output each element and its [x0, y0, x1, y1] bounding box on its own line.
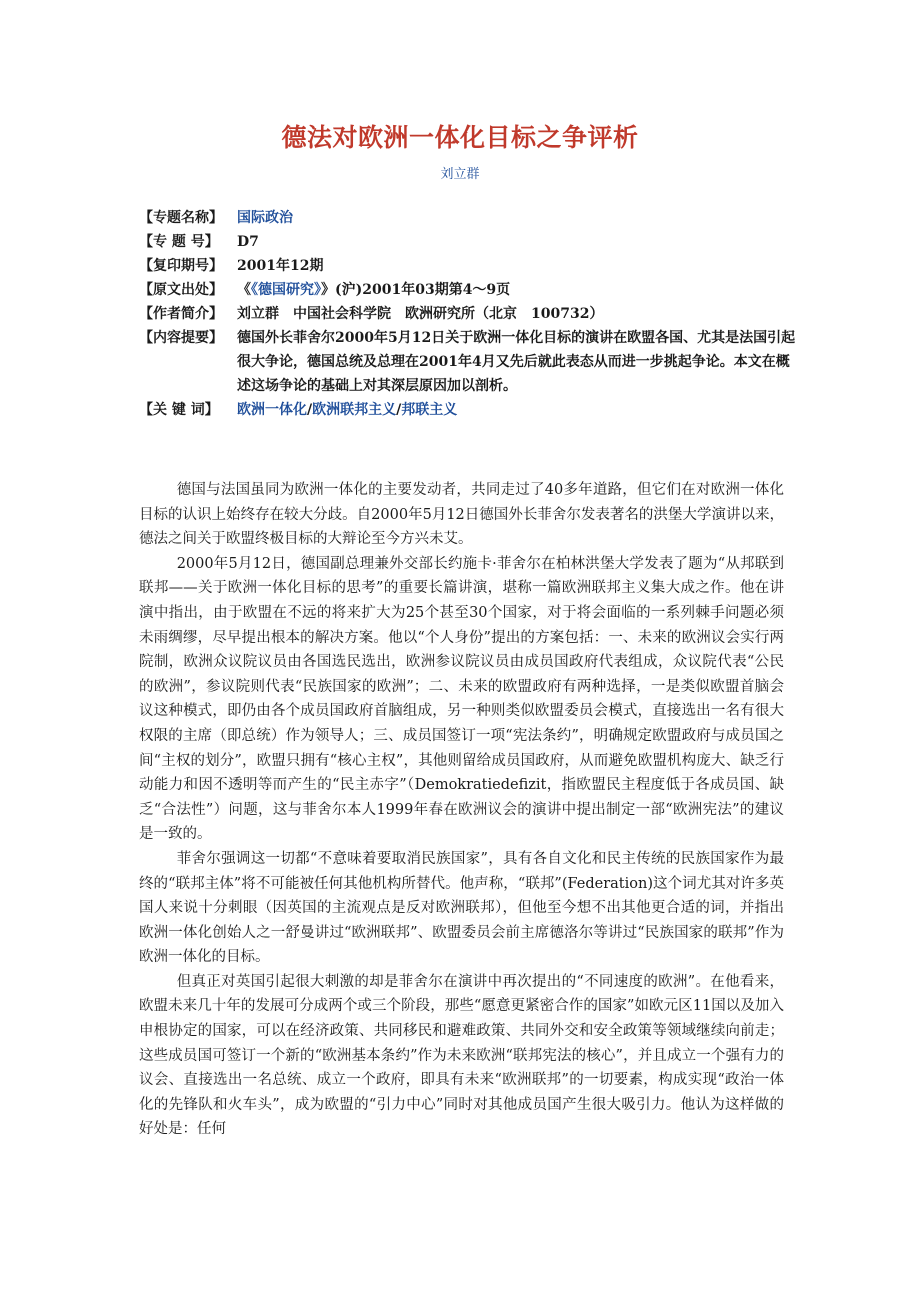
keyword-link[interactable]: 邦联主义 [401, 402, 458, 418]
meta-label-topic: 【专题名称】 [139, 210, 223, 226]
keyword-list [237, 398, 799, 422]
body-paragraph: 2000年5月12日，德国副总理兼外交部长约施卡·菲舍尔在柏林洪堡大学发表了题为“从邦联到联邦——关于欧洲一体化目标的思考”的重要长篇讲演，堪称一篇欧洲联邦主义集大成之作。他在讲演中指出，由于欧盟在不远的将来扩大为25个甚至30个国家，对于将会面临的一系列棘手问题必须未雨绸缪，尽早提出根本的解决方案。他以“个人身份”提出的方案包括：一、未来的欧洲议会实行两院制，欧洲众议院议员由各国选民选出，欧洲参议院议员由成员国政府代表组成，众议院代表“公民的欧洲”，参议院则代表“民族国家的欧洲”；二、未来的欧盟政府有两种选择，一是类似欧盟首脑会议这种模式，即仍由各个成员国政府首脑组成，另一种则类似欧盟委员会模式，直接选出一名有很大权限的主席（即总统）作为领导人；三、成员国签订一项“宪法条约”，明确规定欧盟政府与成员国之间“主权的划分”，欧盟只拥有“核心主权”，其他则留给成员国政府，从而避免欧盟机构庞大、缺乏行动能力和因不透明等而产生的“民主赤字”（Demokratiedefizit，指欧盟民主程度低于各成员国、缺乏“合法性”）问题，这与菲舍尔本人1999年春在欧洲议会的演讲中提出制定一部“欧洲宪法”的建议是一致的。 [139, 555, 784, 843]
keyword-link[interactable]: 欧洲联邦主义 [312, 402, 397, 418]
keyword-separator: / [307, 402, 313, 418]
meta-row-keywords [139, 398, 799, 422]
article-title: 德法对欧洲一体化目标之争评析 [281, 123, 639, 152]
meta-label-source: 【原文出处】 [139, 282, 223, 298]
meta-row-code [139, 230, 799, 254]
meta-label-abstract: 【内容提要】 [139, 330, 223, 346]
meta-row-abstract [139, 326, 799, 398]
body-paragraph: 但真正对英国引起很大刺激的却是菲舍尔在演讲中再次提出的“不同速度的欧洲”。在他看来，欧盟未来几十年的发展可分成两个或三个阶段，那些“愿意更紧密合作的国家”如欧元区11国以及加入申根协定的国家，可以在经济政策、共同移民和避难政策、共同外交和安全政策等领域继续向前走；这些成员国可签订一个新的“欧洲基本条约”作为未来欧洲“联邦宪法的核心”，并且成立一个强有力的议会、直接选出一名总统、成立一个政府，即具有未来“欧洲联邦”的一切要素，构成实现“政治一体化的先锋队和火车头”，成为欧盟的“引力中心”同时对其他成员国产生很大吸引力。他认为这样做的好处是：任何 [139, 973, 784, 1138]
meta-row-source [139, 278, 799, 302]
article-metadata [139, 206, 799, 422]
meta-value-abstract: 德国外长菲舍尔2000年5月12日关于欧洲一体化目标的演讲在欧盟各国、尤其是法国引起很大争论，德国总统及总理在2001年4月又先后就此表态从而进一步挑起争论。本文在概述这场争论的基础上对其深层原因加以剖析。 [237, 330, 796, 394]
keyword-separator: / [396, 402, 402, 418]
meta-label-issue: 【复印期号】 [139, 258, 223, 274]
body-paragraph: 德国与法国虽同为欧洲一体化的主要发动者，共同走过了40多年道路，但它们在对欧洲一体化目标的认识上始终存在较大分歧。自2000年5月12日德国外长菲舍尔发表著名的洪堡大学演讲以来，德法之间关于欧盟终极目标的大辩论至今方兴未艾。 [139, 482, 784, 548]
meta-value-issue: 2001年12期 [237, 258, 324, 274]
meta-value-author: 刘立群 中国社会科学院 欧洲研究所（北京 100732） [237, 306, 604, 322]
meta-value-code: D7 [237, 234, 259, 250]
meta-label-code: 【专 题 号】 [139, 234, 219, 250]
meta-row-author [139, 302, 799, 326]
topic-link[interactable]: 国际政治 [237, 210, 293, 226]
meta-label-keywords: 【关 键 词】 [139, 402, 219, 418]
meta-label-author: 【作者简介】 [139, 306, 223, 322]
meta-row-topic [139, 206, 799, 230]
source-journal-link[interactable]: 《德国研究》 [251, 282, 321, 298]
meta-value-source [237, 278, 799, 302]
keyword-link[interactable]: 欧洲一体化 [237, 402, 307, 418]
source-open-bracket: 《 [237, 282, 251, 298]
meta-row-issue [139, 254, 799, 278]
source-details: 》(沪)2001年03期第4～9页 [321, 282, 511, 298]
article-author: 刘立群 [440, 167, 480, 182]
article-body [139, 478, 784, 1142]
body-paragraph: 菲舍尔强调这一切都“不意味着要取消民族国家”，具有各自文化和民主传统的民族国家作为最终的“联邦主体”将不可能被任何其他机构所替代。他声称，“联邦”(Federation)这个词尤其对许多英国人来说十分刺眼（因英国的主流观点是反对欧洲联邦），但他至今想不出其他更合适的词，并指出欧洲一体化创始人之一舒曼讲过“欧洲联邦”、欧盟委员会前主席德洛尔等讲过“民族国家的联邦”作为欧洲一体化的目标。 [139, 850, 784, 966]
